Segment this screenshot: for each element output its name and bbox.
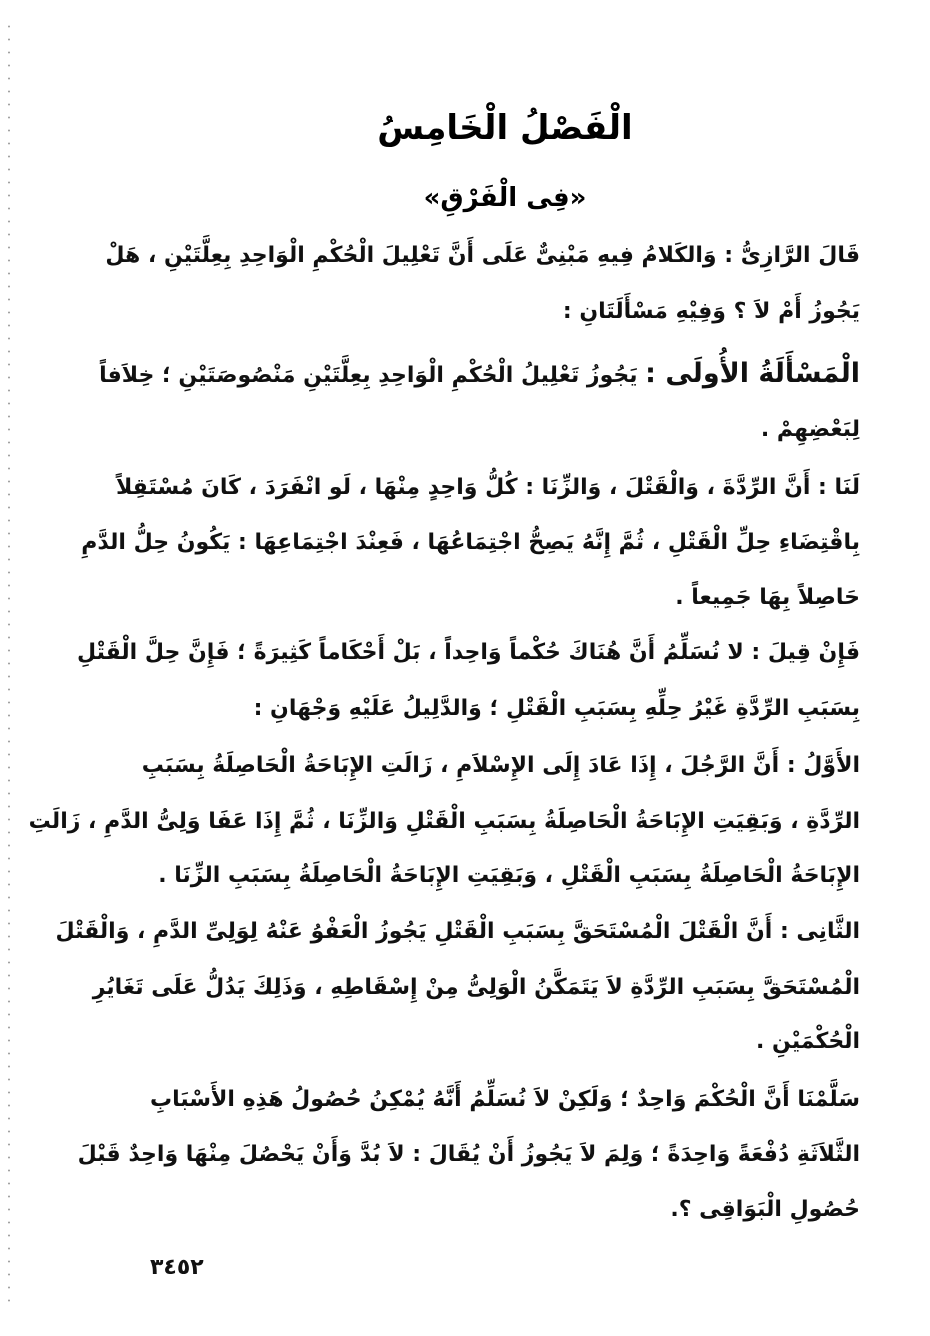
text-line: حَاصِلاً بِهَا جَمِيعاً . [675, 585, 860, 610]
binding-edge-dots [8, 20, 10, 1310]
text-line: قَالَ الرَّازِىُّ : وَالكَلامُ فِيهِ مَبْنِىٌّ عَلَى أَنَّ تَعْلِيلَ الْحُكْمِ الْوَاحِدِ بِعِلَّتَيْنِ ، هَلْ [105, 243, 860, 268]
text-line: لِبَعْضِهِمْ . [760, 417, 860, 442]
text-line: الثَّلاَثَةِ دُفْعَةً وَاحِدَةً ؛ وَلِمَ لاَ يَجُوزُ أَنْ يُقَالَ : لاَ بُدَّ وَأَنْ يَحْصُلَ مِنْهَا وَاحِدٌ قَبْلَ [77, 1142, 860, 1167]
chapter-title: الْفَصْلُ الْخَامِسُ [377, 108, 633, 148]
text-line: بِاقْتِضَاءِ حِلِّ الْقَتْلِ ، ثُمَّ إِنَّهُ يَصِحُّ اجْتِمَاعُهَا ، فَعِنْدَ اجْتِمَاعِهَا : يَكُونُ حِلُّ الدَّمِ [81, 530, 860, 555]
text-line: بِسَبَبِ الرِّدَّةِ غَيْرُ حِلِّهِ بِسَبَبِ الْقَتْلِ ؛ وَالدَّلِيلُ عَلَيْهِ وَجْهَانِ : [253, 696, 860, 721]
chapter-subtitle: «فِى الْفَرْقِ» [423, 183, 587, 213]
text-line: حُصُولِ الْبَوَاقِى ؟. [670, 1197, 860, 1222]
text-line: الرِّدَّةِ ، وَبَقِيَتِ الإِبَاحَةُ الْحَاصِلَةُ بِسَبَبِ الْقَتْلِ وَالزِّنَا ، ثُمَّ إِذَا عَفَا وَلِىُّ الدَّمِ ، زَالَتِ [28, 809, 860, 834]
text-line: فَإِنْ قِيلَ : لا نُسَلِّمُ أَنَّ هُنَاكَ حُكْماً وَاحِداً ، بَلْ أَحْكَاماً كَثِيرَةً ؛ فَإِنَّ حِلَّ الْقَتْلِ [76, 640, 860, 665]
text-line: الأَوَّلُ : أَنَّ الرَّجُلَ ، إِذَا عَادَ إِلَى الإِسْلاَمِ ، زَالَتِ الإِبَاحَةُ الْحَاصِلَةُ بِسَبَبِ [141, 753, 860, 778]
text-line: الْمُسْتَحَقَّ بِسَبَبِ الرِّدَّةِ لاَ يَتَمَكَّنُ الْوَلِىُّ مِنْ إِسْقَاطِهِ ، وَذَلِكَ يَدُلُّ عَلَى تَغَايُرِ [92, 975, 860, 1000]
text-line: لَنَا : أَنَّ الرِّدَّةَ ، وَالْقَتْلَ ، وَالزِّنَا : كُلُّ وَاحِدٍ مِنْهَا ، لَو انْفَرَدَ ، كَانَ مُسْتَقِلاً [115, 475, 860, 500]
text-line: الْحُكْمَيْنِ . [756, 1029, 860, 1054]
text-line: يَجُوزُ أَمْ لاَ ؟ وَفِيْهِ مَسْأَلَتَانِ : [562, 299, 860, 324]
text-line: الثَّانِى : أَنَّ الْقَتْلَ الْمُسْتَحَقَّ بِسَبَبِ الْقَتْلِ يَجُوزُ الْعَفْوُ عَنْهُ لِوَلِىِّ الدَّمِ ، وَالْقَتْلَ [55, 919, 860, 944]
issue-text: يَجُوزُ تَعْلِيلُ الْحُكْمِ الْوَاحِدِ بِعِلَّتَيْنِ مَنْصُوصَتَيْنِ ؛ خِلاَفاً [99, 363, 638, 388]
page-number: ٣٤٥٢ [150, 1255, 204, 1280]
text-line: سَلَّمْنَا أَنَّ الْحُكْمَ وَاحِدٌ ؛ وَلَكِنْ لاَ نُسَلِّمُ أَنَّهُ يُمْكِنُ حُصُولُ هَذِهِ الأَسْبَابِ [150, 1087, 860, 1112]
issue-line [99, 354, 860, 396]
text-line: الإِبَاحَةُ الْحَاصِلَةُ بِسَبَبِ الْقَتْلِ ، وَبَقِيَتِ الإِبَاحَةُ الْحَاصِلَةُ بِسَبَبِ الزِّنَا . [158, 863, 860, 888]
issue-heading: الْمَسْأَلَةُ الأُولَى : [645, 358, 860, 389]
